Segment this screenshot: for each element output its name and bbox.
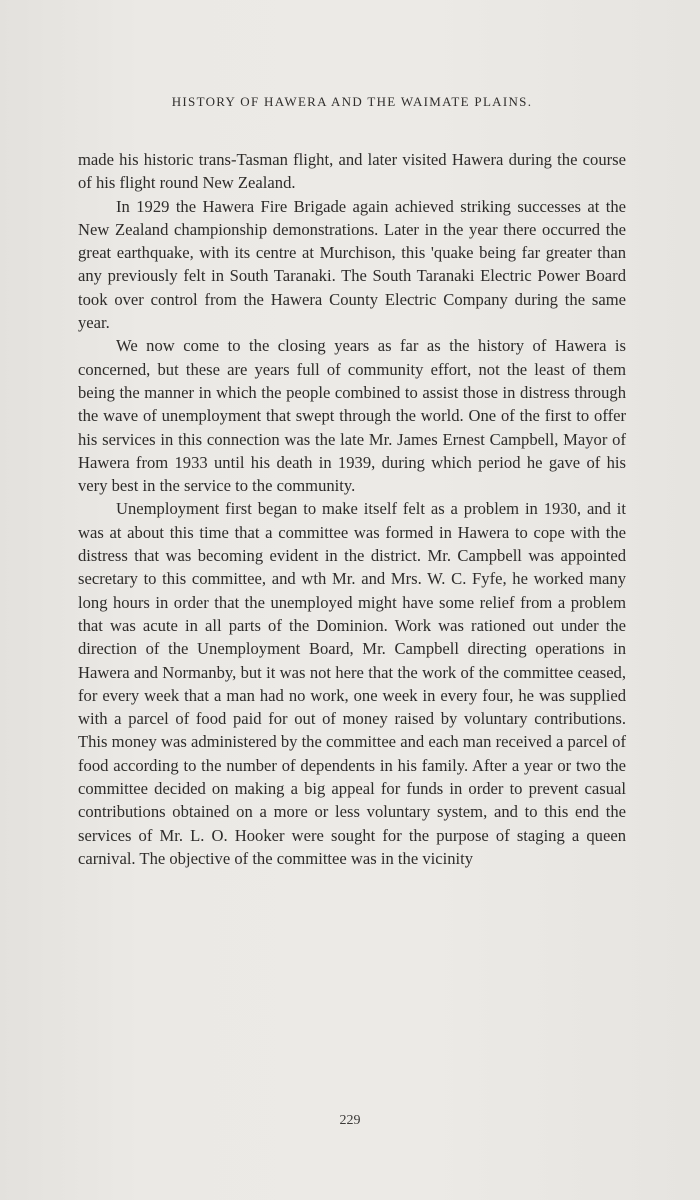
paragraph-continued: made his historic trans-Tasman flight, and later visited Hawera during the course of his flight round New Zealand. (78, 150, 626, 193)
page-number: 229 (339, 1113, 361, 1128)
paragraph-fire-brigade: In 1929 the Hawera Fire Brigade again achieved striking successes at the New Zealand championship demonstrations. Later in the year there occurred the great earthquake, with its centre at Murchison, this 'quake being far greater than any previously felt in South Taranaki. The South Taranaki Electric Power Board took over control from the Hawera County Electric Company during the same year. (78, 196, 626, 333)
running-header: HISTORY OF HAWERA AND THE WAIMATE PLAINS. (171, 94, 533, 109)
paragraph-unemployment: Unemployment first began to make itself felt as a problem in 1930, and it was at about this time that a committee was formed in Hawera to cope with the distress that was becoming evident in the district. Mr. Campbell was appointed secretary to this committee, and wth Mr. and Mrs. W. C. Fyfe, he worked many long hours in order that the unemployed might have some relief from a problem that was acute in all parts of the Dominion. Work was rationed out under the direction of the Unemployment Board, Mr. Campbell directing operations in Hawera and Normanby, but it was not here that the work of the committee ceased, for every week that a man had no work, one week in every four, he was supplied with a parcel of food paid for out of money raised by voluntary contributions. This money was administered by the committee and each man received a parcel of food according to the number of dependents in his family. After a year or two the committee decided on making a big appeal for funds in order to prevent casual contributions obtained on a more or less voluntary system, and to this end the services of Mr. L. O. Hooker were sought for the purpose of staging a queen carnival. The objective of the committee was in the vicinity (78, 499, 626, 868)
paragraph-closing-years: We now come to the closing years as far as the history of Hawera is concerned, but these are years full of community effort, not the least of them being the manner in which the people combined to assist those in distress through the wave of unemployment that swept through the world. One of the first to offer his services in this connection was the late Mr. James Ernest Campbell, Mayor of Hawera from 1933 until his death in 1939, during which period he gave of his very best in the service to the community. (78, 336, 626, 496)
body-text (78, 148, 626, 870)
